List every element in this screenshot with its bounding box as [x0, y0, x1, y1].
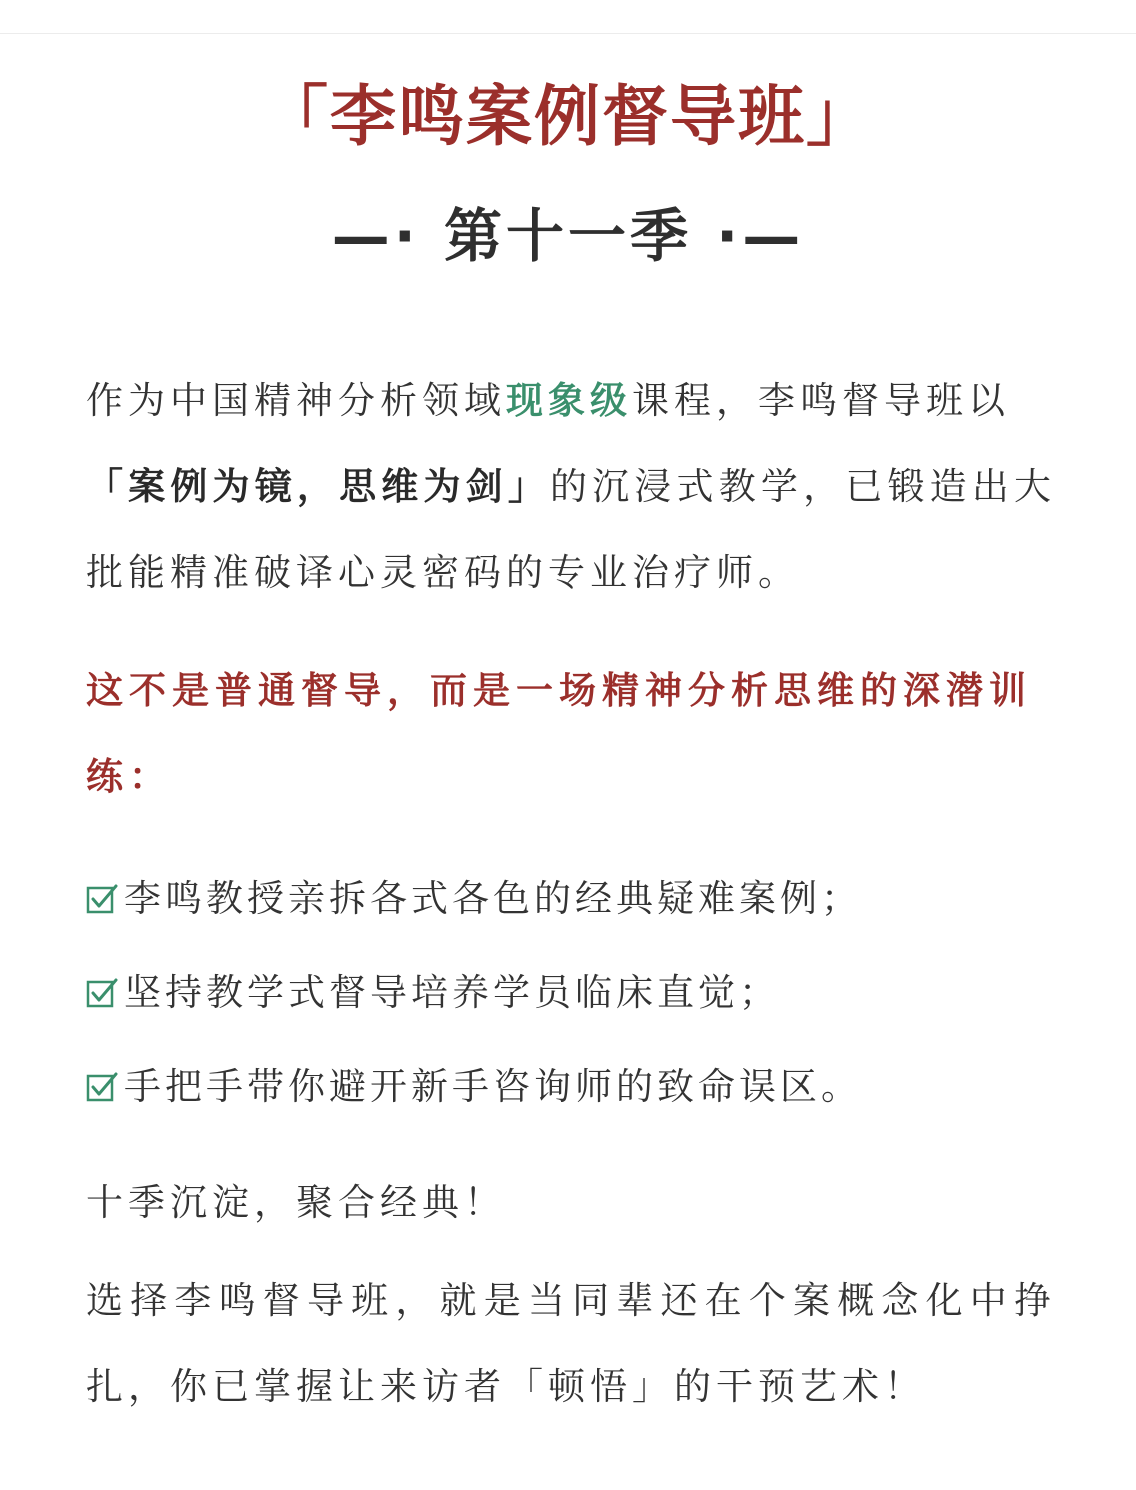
checklist-item-text: 手把手带你避开新手咨询师的致命误区。: [124, 1065, 862, 1108]
checkbox-checked-icon: [86, 883, 118, 915]
season-subtitle: —· 第十一季 ·—: [331, 202, 805, 270]
feature-checklist: [86, 852, 1056, 1134]
intro-bold-phrase: 「案例为镜，思维为剑」: [86, 465, 550, 508]
intro-paragraph: [86, 358, 1056, 616]
checklist-item-text: 李鸣教授亲拆各式各色的经典疑难案例；: [124, 877, 862, 920]
checklist-item-text: 坚持教学式督导培养学员临床直觉；: [124, 971, 780, 1014]
emphasis-heading: 这不是普通督导，而是一场精神分析思维的深潜训练：: [86, 669, 1032, 798]
checkbox-checked-icon: [86, 1071, 118, 1103]
checklist-item: [86, 946, 1056, 1040]
checklist-item: [86, 852, 1056, 946]
checkbox-checked-icon: [86, 977, 118, 1009]
closing-line-2: 选择李鸣督导班，就是当同辈还在个案概念化中挣扎，你已掌握让来访者「顿悟」的干预艺术！: [86, 1279, 1056, 1408]
page-title: 「李鸣案例督导班」: [262, 78, 874, 155]
intro-text-3: 的沉浸式教学，已锻造出大批能精准破译心灵密码的专业治疗师。: [86, 465, 1056, 594]
intro-text-1: 作为中国精神分析领域: [86, 379, 506, 422]
top-divider: [0, 33, 1136, 34]
checklist-item: [86, 1040, 1056, 1134]
intro-highlight: 现象级: [506, 379, 632, 422]
closing-line-1: 十季沉淀，聚合经典！: [86, 1181, 506, 1224]
intro-text-2: 课程，李鸣督导班以: [632, 379, 1010, 422]
